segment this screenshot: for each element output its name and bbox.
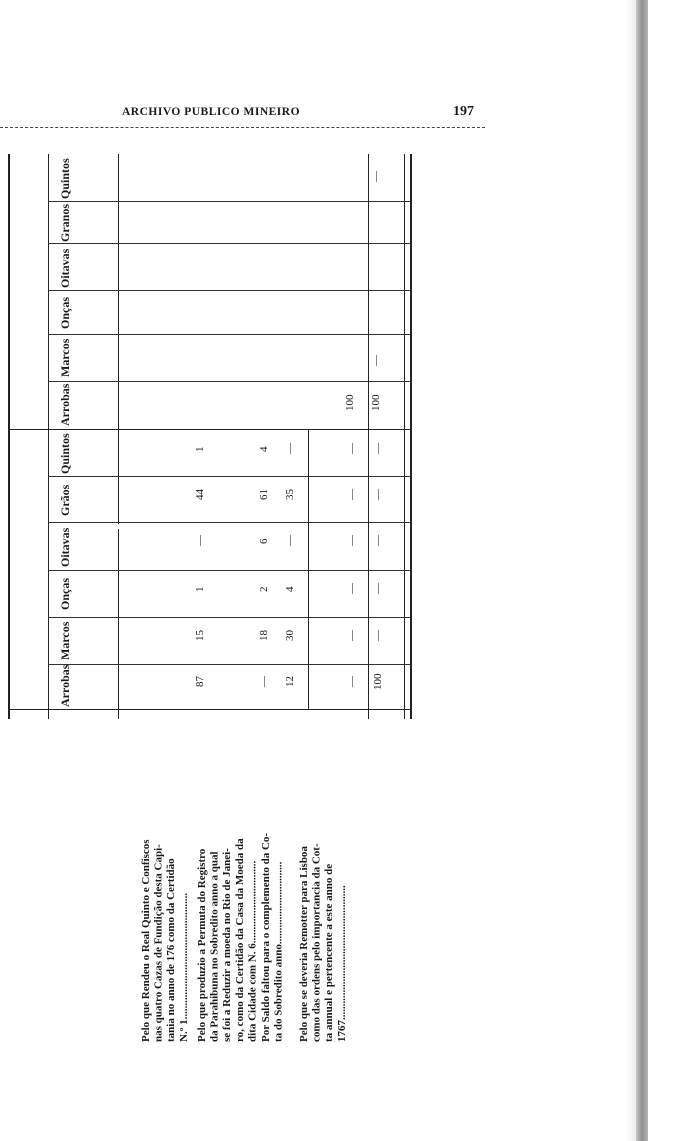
col-header-marcos-upper: Marcos [58,338,72,378]
cell-value: 15 [194,630,206,642]
cell-value: 61 [258,489,270,501]
header-rule [0,127,485,128]
row-separator [48,334,410,335]
col-header-oitavas-lower: Oitavas [58,527,72,567]
cell-value: 44 [194,489,206,501]
cell-value: 2 [258,586,270,592]
cell-value: 1 [194,586,206,592]
cell-value: — [284,443,296,455]
row-description: Pelo que se deveria Remotter para Lisboa como das ordens pelo importancia da Cot- ta annual e pertencente a este anno de 1767................................................. [298,843,348,1042]
cell-value: — [372,489,384,501]
cell-value: 6 [258,538,270,544]
row-separator [48,570,410,571]
header-underline-upper [118,154,119,524]
cell-value: 4 [258,446,270,452]
row-separator [48,290,410,291]
section-divider [8,429,410,430]
col-header-marcos-lower: Marcos [58,621,72,661]
page-gutter-shadow [626,0,636,1141]
cell-value: 12 [284,676,296,688]
col-header-graos-lower: Grãos [58,484,72,516]
col-header-arrobas-lower: Arrobas [58,664,72,707]
cell-value: 100 [344,394,356,412]
book-binding-edge [636,0,648,1141]
cell-value: — [346,535,358,547]
header-underline-lower [118,529,119,719]
cell-value: — [372,535,384,547]
row-description: Pelo que produzio a Permuta do Registro da Parahibuna no Sobredito anno a qual se foi a Reduzir a moeda no Rio de Janei- ro, como da Certidão da Casa da Moeda da dita Cidade com N. 6.............................. [196,838,259,1042]
row-separator [48,476,410,477]
page-number: 197 [453,104,474,119]
row-separator [48,664,410,665]
cell-dash: — [370,355,382,367]
row-separator [48,381,410,382]
row-description: Por Saldo faltou para o complemento da Co- ta do Sobredito anno.............................. [260,832,285,1042]
cell-value: 35 [284,489,296,501]
row-description: Pelo que Rendeu o Real Quinto e Confiscos nas quatro Cazas de Fundição desta Capi- tania no anno de 176 como da Certidão N.º 1.............................................. [140,839,190,1042]
row-separator [48,201,410,202]
col-header-granos-upper: Granos [58,203,72,242]
cell-value: — [346,630,358,642]
cell-value: — [346,583,358,595]
col-header-quintos-upper: Quintos [58,158,72,199]
col-header-arrobas-upper: Arrobas [58,383,72,426]
cell-value: — [372,630,384,642]
cell-value: — [346,489,358,501]
cell-dash: — [370,171,382,183]
cell-value: — [258,676,270,688]
row-boundary [368,154,369,719]
cell-value: — [346,676,358,688]
cell-value: 87 [194,676,206,688]
cell-value: 100 [370,394,382,412]
cell-value: — [372,583,384,595]
row-separator [48,522,410,523]
table-left-border [8,154,10,719]
cell-value: 4 [284,586,296,592]
row-separator [48,617,410,618]
col-header-oitavas-upper: Oitavas [58,248,72,288]
cell-value: 100 [372,673,384,691]
row-boundary [308,429,309,709]
ledger-table [8,154,410,719]
cell-value: 30 [284,630,296,642]
row-separator [48,243,410,244]
header-divider [48,154,49,719]
col-header-oncas-lower: Onças [58,578,72,611]
cell-value: 1 [194,446,206,452]
cell-value: 18 [258,630,270,642]
cell-value: — [346,443,358,455]
table-right-border-outer [410,154,412,719]
col-header-quintos-lower: Quintos [58,433,72,474]
page-header [0,104,485,130]
cell-value: — [284,535,296,547]
running-title: ARCHIVO PUBLICO MINEIRO [122,106,301,118]
col-header-oncas-upper: Onças [58,297,72,330]
cell-value: — [194,535,206,547]
table-bottom-rule [8,709,410,710]
table-right-border-inner [404,154,405,719]
cell-value: — [372,443,384,455]
